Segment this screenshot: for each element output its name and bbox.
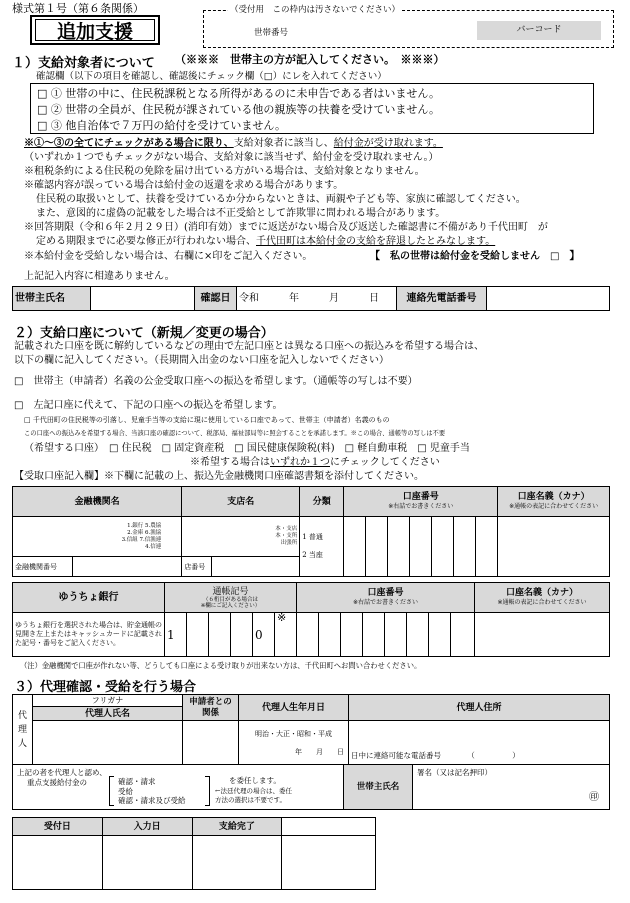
delegation-options[interactable]: 確認・請求 受給 確認・請求及び受給 (118, 777, 186, 805)
household-number-label: 世帯番号 (254, 28, 289, 38)
delegation-legal-note: ←法廷代理の場合は、委任 方法の選択は不要です。 (215, 787, 292, 804)
office-use-table (12, 817, 376, 890)
confirm-statement: 上記記入内容に相違ありません。 (24, 271, 175, 282)
bracket-right (205, 776, 210, 806)
account-digit-4[interactable] (410, 517, 432, 577)
account-digit-1[interactable] (344, 517, 366, 577)
branch-name-header: 支店名 (182, 487, 300, 517)
check-intro: 確認欄（以下の項目を確認し、確認後にチェック欄（□）にレを入れてください） (36, 71, 387, 82)
branch-code-label: 店番号 (182, 557, 212, 577)
office-use-note: （受付用 この枠内は汚さないでください） (230, 5, 401, 15)
account-holder-field[interactable] (498, 517, 610, 577)
note-6: また、意図的に虚偽の記載をした場合は不正受給として詐欺罪に問われる場合があります。 (36, 208, 446, 219)
yucho-number-digit-3[interactable] (341, 613, 363, 657)
yucho-holder-header: 口座名義（カナ） ※通帳の表記に合わせてください (475, 583, 610, 613)
yucho-number-digit-7[interactable] (429, 613, 451, 657)
check-item-3[interactable]: □ ③ 他自治体で７万円の給付を受けていません。 (37, 119, 287, 132)
received-date-field[interactable] (13, 836, 103, 890)
check-items-box (30, 83, 594, 134)
barcode-area: バーコード (477, 21, 601, 40)
form-number: 様式第１号（第６条関係） (12, 2, 144, 15)
office-blank-header (282, 818, 376, 836)
account-digit-7[interactable] (476, 517, 498, 577)
account-number-header: 口座番号 ※右詰でお書きください (344, 487, 498, 517)
yucho-symbol-digit-1[interactable]: 1 (165, 613, 187, 657)
household-confirm-row (12, 286, 610, 311)
yucho-note: ゆうちょ銀行を選択された場合は、貯金通帳の見開き左上またはキャッシュカードに記載された記号・番号をご記入ください。 (13, 613, 165, 657)
delegation-box (12, 764, 610, 810)
check-item-1[interactable]: □ ① 世帯の中に、住民税課税となる所得があるのに未申告である者はいません。 (37, 87, 441, 100)
s2-line-2: 以下の欄に記入してください。（長期間入出金のない口座を記入しないでください） (14, 355, 389, 366)
yucho-symbol-digit-5[interactable]: 0 (253, 613, 275, 657)
section3-heading: ３）代理確認・受給を行う場合 (14, 680, 197, 695)
delegation-line-1: 上記の者を代理人と認め、 (17, 768, 107, 777)
s2-line-1: 記載された口座を既に解約しているなどの理由で左記口座とは異なる口座への振込みを希望する場合は、 (14, 341, 484, 352)
yucho-header: ゆうちょ銀行 (13, 583, 165, 613)
entry-date-field[interactable] (102, 836, 192, 890)
proxy-table (12, 694, 610, 765)
delegation-line-2: 重点支援給付金の (27, 778, 87, 787)
account-digit-5[interactable] (432, 517, 454, 577)
household-name-field[interactable] (91, 287, 195, 311)
confirm-date-field[interactable]: 令和 年 月 日 (237, 287, 397, 311)
yucho-number-digit-2[interactable] (319, 613, 341, 657)
section1-heading: １）支給対象者について (12, 56, 155, 71)
check-item-2[interactable]: □ ② 世帯の全員が、住民税が課されている他の親族等の扶養を受けていません。 (37, 103, 441, 116)
note-5: 住民税の取扱いとして、扶養を受けているか分からないときは、両親や子ども等、家族に確認してください。 (36, 194, 526, 205)
note-3: ※租税条約による住民税の免除を届け出ている方がいる場合は、支給対象となりません。 (24, 166, 425, 177)
yucho-symbol-header: 通帳記号 （６桁目がある場合は ※欄にご記入ください） (165, 583, 297, 613)
delegation-line-3: を委任します。 (229, 776, 281, 785)
yucho-symbol-digit-2[interactable] (187, 613, 209, 657)
confirm-date-label: 確認日 (195, 287, 237, 311)
account-holder-header: 口座名義（カナ） ※通帳の表記に合わせてください (498, 487, 610, 517)
account-type-options[interactable]: 1 普通 2 当座 (300, 517, 344, 577)
signature-label: 署名（又は記名押印） (417, 768, 492, 777)
s2-small-2: この口座への振込みを希望する場合、当該口座の確認について、税部局、福祉部局等に照会することを承諾します。※この場合、通帳等の写しは不要 (24, 430, 446, 437)
note-9: ※本給付金を受給しない場合は、右欄に×印をご記入ください。 (24, 251, 313, 262)
birth-header: 代理人生年月日 (239, 695, 349, 721)
title-box (30, 15, 160, 45)
household-head-label: 世帯主氏名 (343, 765, 413, 809)
account-type-header: 分類 (300, 487, 344, 517)
yucho-number-header: 口座番号 ※右詰でお書きください (297, 583, 475, 613)
account-digit-2[interactable] (366, 517, 388, 577)
address-header: 代理人住所 (349, 695, 610, 721)
branch-type-options[interactable]: 本・支店 本・支所 出張所 (182, 517, 300, 557)
relation-header: 申請者との 関係 (183, 695, 239, 721)
option-public-account[interactable]: □ 世帯主（申請者）名義の公金受取口座への振込を希望します。（通帳等の写しは不要） (14, 376, 418, 387)
hope-note: ※希望する場合はいずれか１つにチェックしてください (190, 457, 440, 468)
yucho-symbol-extra[interactable]: ※ (275, 613, 297, 657)
account-digit-3[interactable] (388, 517, 410, 577)
seal-mark[interactable]: ㊞ (589, 792, 599, 803)
s2-small-1[interactable]: □ 千代田町の住民税等の引落し、児童手当等の支給に現に使用している口座であって、世帯主（申請者）名義のもの (24, 416, 390, 424)
proxy-side-label: 代 理 人 (13, 695, 33, 765)
proxy-name-field[interactable] (33, 721, 183, 765)
office-blank-field[interactable] (282, 836, 376, 890)
yucho-number-digit-6[interactable] (407, 613, 429, 657)
proxy-name-header: 代理人氏名 (33, 707, 183, 721)
yucho-number-digit-1[interactable] (297, 613, 319, 657)
note-8: 定める期限までに必要な修正が行われない場合、千代田町は本給付金の支給を辞退したとみなします。 (36, 236, 496, 247)
bank-name-header: 金融機関名 (13, 487, 182, 517)
phone-field[interactable] (487, 287, 610, 311)
yucho-holder-field[interactable] (475, 613, 610, 657)
option-other-account[interactable]: □ 左記口座に代えて、下記の口座への振込を希望します。 (14, 400, 283, 411)
page-title: 追加支援 (35, 19, 155, 41)
note-1: ※①～③の全てにチェックがある場合に限り、支給対象者に該当し、給付金が受け取れます。 (24, 138, 443, 149)
entry-date-header: 入力日 (102, 818, 192, 836)
section1-heading-note: （※※※ 世帯主の方が記入してください。 ※※※） (175, 53, 445, 66)
yucho-symbol-digit-4[interactable] (231, 613, 253, 657)
address-field[interactable]: 日中に連絡可能な電話番号 （ ） (349, 721, 610, 765)
yucho-symbol-digit-3[interactable] (209, 613, 231, 657)
yucho-number-digit-8[interactable] (451, 613, 475, 657)
account-entry-title: 【受取口座記入欄】※下欄に記載の上、振込先金融機関口座確認書類を添付してください。 (14, 471, 424, 482)
bracket-left (109, 776, 114, 806)
note-2: （いずれか１つでもチェックがない場合、支給対象に該当せず、給付金を受け取れません。） (24, 152, 439, 163)
relation-field[interactable] (183, 721, 239, 765)
yucho-number-digit-5[interactable] (385, 613, 407, 657)
bank-code-field[interactable] (73, 557, 182, 577)
yucho-number-digit-4[interactable] (363, 613, 385, 657)
note-7: ※回答期限（令和６年２月２９日）(消印有効）までに返送がない場合及び返送した確認書に不備があり千代田町 が (24, 222, 548, 233)
branch-code-field[interactable] (212, 557, 300, 577)
payment-complete-field[interactable] (192, 836, 282, 890)
yucho-table (12, 582, 610, 657)
decline-checkbox[interactable]: 【 私の世帯は給付金を受給しません □ 】 (370, 251, 580, 262)
section2-heading: ２）支給口座について（新規／変更の場合） (14, 326, 274, 341)
phone-label: 連絡先電話番号 (397, 287, 487, 311)
household-name-label: 世帯主氏名 (13, 287, 91, 311)
note-4: ※確認内容が誤っている場合は給付金の返還を求める場合があります。 (24, 180, 344, 191)
payment-complete-header: 支給完了 (192, 818, 282, 836)
hope-account-options[interactable]: （希望する口座） □ 住民税 □ 固定資産税 □ 国民健康保険税(料) □ 軽自動車税 □ 児童手当 (24, 443, 470, 454)
birth-field[interactable]: 明治・大正・昭和・平成 年 月 日 (239, 721, 349, 765)
kana-header: フリガナ (33, 695, 183, 707)
bank-code-label: 金融機関番号 (13, 557, 73, 577)
account-footnote: （注）金融機関で口座が作れない等、どうしても口座による受け取りが出来ない方は、千代田町へお問い合わせください。 (20, 661, 422, 670)
bank-account-table (12, 486, 610, 577)
received-date-header: 受付日 (13, 818, 103, 836)
account-digit-6[interactable] (454, 517, 476, 577)
bank-type-options[interactable]: 1.銀行 5.農協 2.金庫 6.漁協 3.信組 7.信漁連 4.信連 (13, 517, 182, 557)
